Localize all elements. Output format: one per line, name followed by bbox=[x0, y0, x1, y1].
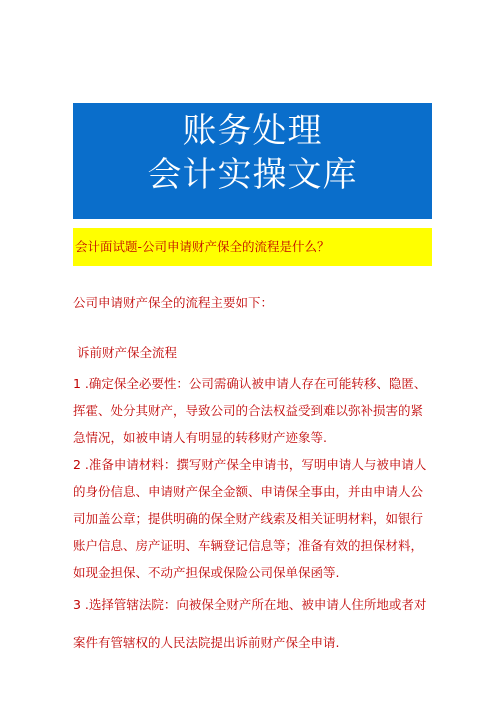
section-heading: 诉前财产保全流程 bbox=[77, 345, 178, 360]
intro-text: 公司申请财产保全的流程主要如下： bbox=[73, 295, 274, 310]
banner-title-line-1: 账务处理 bbox=[182, 111, 323, 151]
question-heading: 会计面试题-公司申请财产保全的流程是什么？ bbox=[73, 228, 432, 266]
step-item-1: 1 .确定保全必要性：公司需确认被申请人存在可能转移、隐匿、挥霍、处分其财产，导致公司的合法权益受到难以弥补损害的紧急情况，如被申请人有明显的转移财产迹象等. bbox=[73, 376, 427, 445]
step-item-3: 3 .选择管辖法院：向被保全财产所在地、被申请人住所地或者对案件有管辖权的人民法院提出诉前财产保全申请. bbox=[73, 597, 427, 650]
banner-title-line-2: 会计实操文库 bbox=[147, 155, 358, 195]
title-banner bbox=[73, 103, 432, 219]
step-item-2: 2 .准备申请材料：撰写财产保全申请书，写明申请人与被申请人的身份信息、申请财产保全金额、申请保全事由，并由申请人公司加盖公章；提供明确的保全财产线索及相关证明材料，如银行账户信息、房产证明、车辆登记信息等；准备有效的担保材料，如现金担保、不动产担保或保险公司保单保函等. bbox=[73, 457, 427, 580]
